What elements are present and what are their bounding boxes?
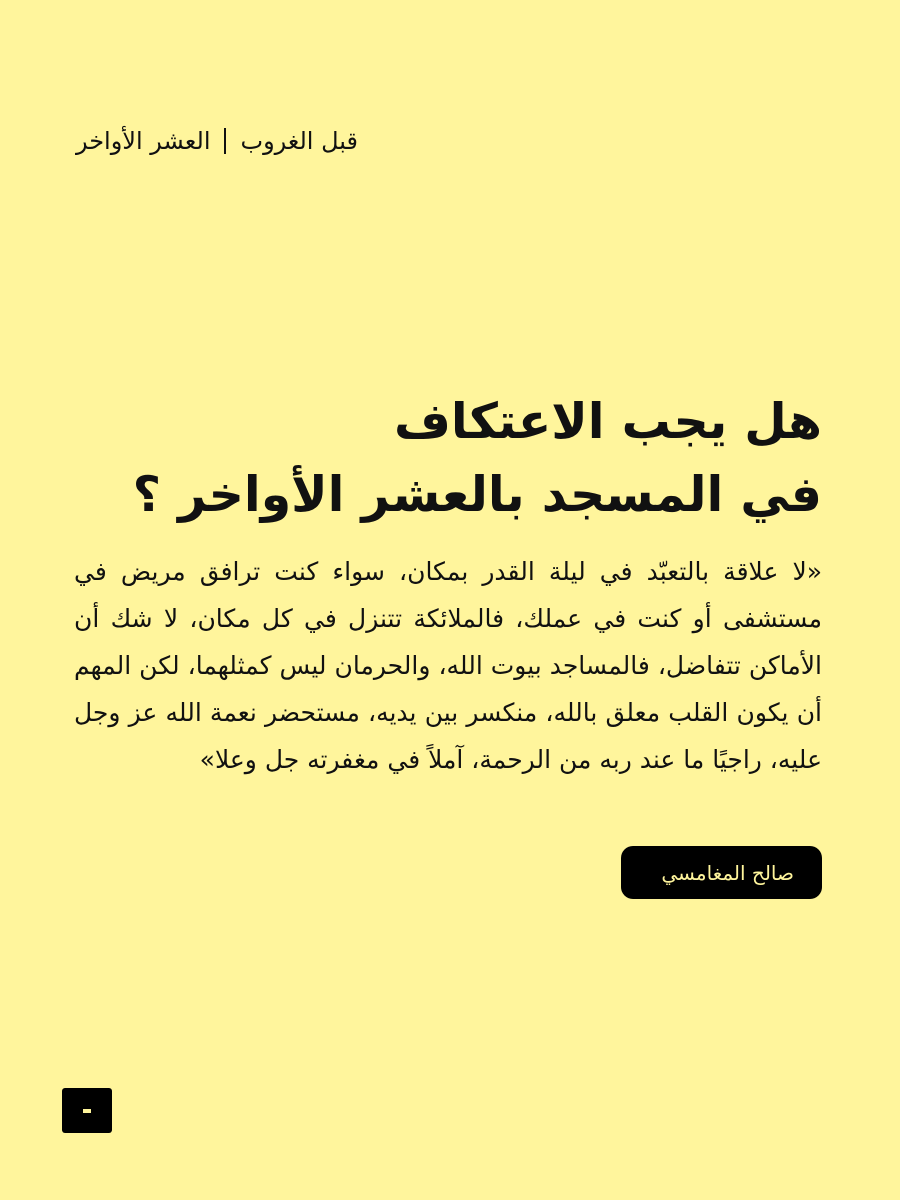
page-title: [77, 385, 822, 531]
author-name: صالح المغامسي: [661, 860, 794, 885]
quote-text: «لا علاقة بالتعبّد في ليلة القدر بمكان، سواء كنت ترافق مريض في مستشفى أو كنت في عملك، فالملائكة تتنزل في كل مكان، لا شك أن الأماكن تتفاضل، فالمساجد بيوت الله، والحرمان ليس كمثلهما، لكن المهم أن يكون القلب معلق بالله، منكسر بين يديه، مستحضر نعمة الله عز وجل عليه، راجيًا ما عند ربه من الرحمة، آملاً في مغفرته جل وعلا»: [74, 557, 822, 774]
category-label: قبل الغروب: [240, 127, 358, 155]
header-meta: [76, 128, 358, 154]
title-line-1: هل يجب الاعتكاف: [394, 393, 822, 450]
header-divider: [224, 128, 226, 154]
page-indicator: [62, 1088, 112, 1133]
series-label: العشر الأواخر: [75, 127, 211, 155]
author-badge: [621, 846, 822, 899]
title-line-2: في المسجد بالعشر الأواخر ؟: [132, 466, 822, 523]
minus-icon: [83, 1109, 91, 1113]
